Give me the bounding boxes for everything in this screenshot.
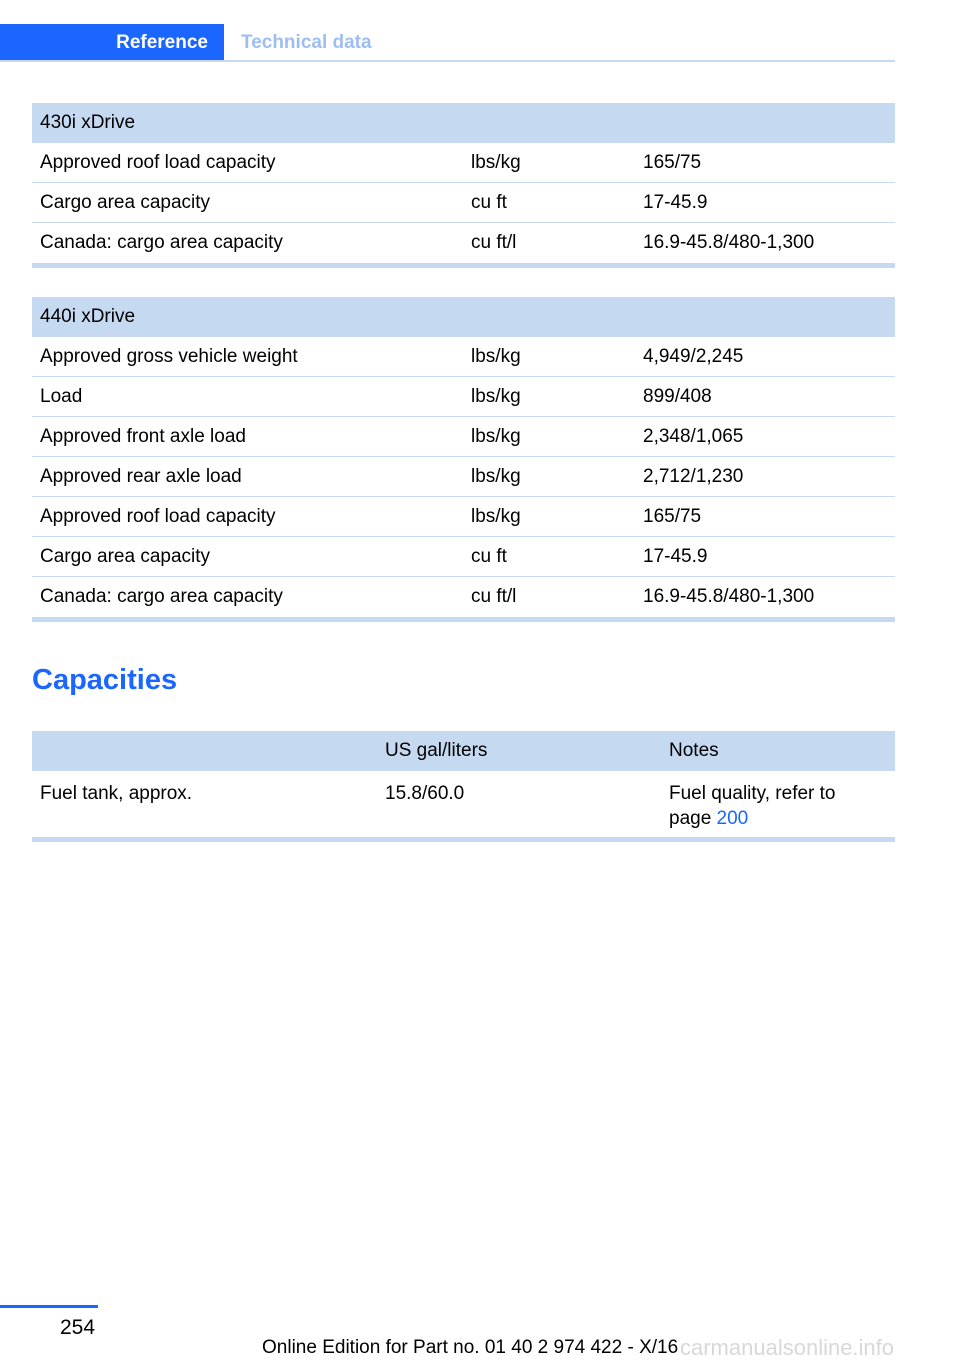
table-row	[32, 223, 895, 263]
row-label: Canada: cargo area capacity	[40, 586, 283, 607]
table-capacities	[32, 731, 895, 842]
row-label: Approved gross vehicle weight	[40, 345, 298, 367]
tab-technical-data[interactable]: Technical data	[241, 32, 372, 53]
table-end-rule	[32, 837, 895, 842]
row-unit: lbs/kg	[471, 425, 521, 447]
row-value: 4,949/2,245	[643, 345, 744, 367]
column-header-volume: US gal/liters	[385, 740, 488, 761]
row-unit: lbs/kg	[471, 465, 521, 487]
row-label: Approved roof load capacity	[40, 151, 276, 173]
table-header-row	[32, 731, 895, 771]
row-value: 2,712/1,230	[643, 465, 744, 487]
table-440i-xdrive	[32, 297, 895, 622]
watermark: carmanualsonline.info	[680, 1335, 895, 1360]
row-unit: lbs/kg	[471, 345, 521, 367]
page-number-rule	[0, 1305, 98, 1308]
notes-page-ref	[669, 806, 895, 831]
table-row	[32, 377, 895, 417]
row-unit: lbs/kg	[471, 505, 521, 527]
row-label: Approved roof load capacity	[40, 505, 276, 527]
page-link[interactable]: 200	[716, 808, 749, 829]
row-value: 17-45.9	[643, 545, 708, 567]
table-row	[32, 337, 895, 377]
edition-note: Online Edition for Part no. 01 40 2 974 422 - X/16	[262, 1337, 679, 1358]
column-header-notes: Notes	[669, 740, 719, 761]
row-unit: cu ft/l	[471, 232, 517, 253]
row-label: Canada: cargo area capacity	[40, 232, 283, 253]
table-row	[32, 577, 895, 617]
table-row	[32, 537, 895, 577]
table-title: 440i xDrive	[32, 297, 895, 337]
table-row	[32, 417, 895, 457]
section-title-capacities: Capacities	[32, 664, 178, 696]
row-value: 17-45.9	[643, 191, 708, 213]
table-430i-xdrive	[32, 103, 895, 268]
row-label: Load	[40, 385, 83, 407]
table-row	[32, 183, 895, 223]
row-unit: lbs/kg	[471, 151, 521, 173]
header-divider	[0, 60, 895, 62]
table-row	[32, 143, 895, 183]
row-value: 15.8/60.0	[385, 783, 465, 804]
row-label: Fuel tank, approx.	[40, 783, 193, 804]
table-title: 430i xDrive	[32, 103, 895, 143]
row-label: Approved front axle load	[40, 425, 246, 447]
row-value: 899/408	[643, 385, 712, 407]
notes-text: Fuel quality, refer to	[669, 783, 836, 804]
row-value: 16.9-45.8/480-1,300	[643, 586, 815, 607]
row-value: 16.9-45.8/480-1,300	[643, 232, 815, 253]
row-value: 165/75	[643, 151, 702, 173]
row-unit: cu ft	[471, 191, 507, 213]
row-unit: cu ft/l	[471, 586, 517, 607]
tab-reference[interactable]: Reference	[0, 24, 224, 62]
row-label: Approved rear axle load	[40, 465, 242, 487]
row-unit: lbs/kg	[471, 385, 521, 407]
table-end-rule	[32, 263, 895, 268]
row-label: Cargo area capacity	[40, 191, 211, 213]
table-end-rule	[32, 617, 895, 622]
row-value: 2,348/1,065	[643, 425, 744, 447]
notes-page-prefix: page	[669, 808, 717, 829]
table-row	[32, 457, 895, 497]
table-row	[32, 771, 895, 837]
page-header	[0, 24, 895, 62]
table-row	[32, 497, 895, 537]
row-value: 165/75	[643, 505, 702, 527]
row-unit: cu ft	[471, 545, 507, 567]
page-number: 254	[60, 1316, 96, 1339]
row-label: Cargo area capacity	[40, 545, 211, 567]
row-notes	[661, 781, 895, 837]
